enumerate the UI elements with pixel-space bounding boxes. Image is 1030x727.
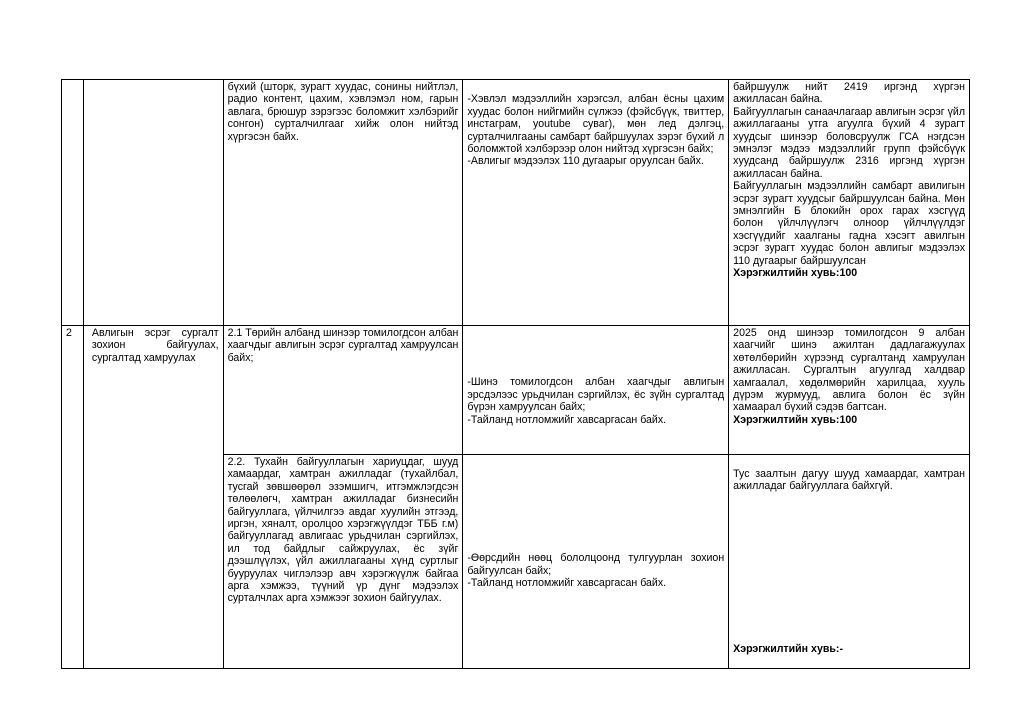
row1-result-para-1: байршуулж нийт 2419 иргэнд хүргэн ажилласан байна. xyxy=(733,81,965,106)
row1-score: Хэрэгжилтийн хувь:100 xyxy=(733,267,858,280)
row1-criteria-cell xyxy=(463,80,729,326)
table-row xyxy=(62,326,970,455)
row1-result-para-2: Байгууллагын санаачлагаар авлигын эсрэг үйл ажиллагааны утга агуулга бүхий 4 зурагт хуудсыг шинээр боловсруулж ГСА нэгдсэн эмнэлэг мэдээ мэдээллийг групп фэйсбүүк хуудсанд байршуулж 2316 иргэнд хүргэн ажилласан байна. xyxy=(733,105,965,180)
row1-criteria-text: -Хэвлэл мэдээллийн хэрэгсэл, албан ёсны цахим хуудас болон нийгмийн сүлжээ (фэйсбүүк, твиттер, инстаграм, youtube суваг), мөн лед дэлгэц, сурталчилгааны самбарт байршуулах зэрэг бүхий л боломжтой хэлбэрээр олон нийтэд хүргэсэн байх; -Авлигыг мэдээлэх 110 дугаарыг оруулсан байх. xyxy=(467,93,725,168)
row2-objective-text: 2.1 Төрийн албанд шинээр томилогдсон албан хаагчдыг авлигын эсрэг сургалтад хамруулсан байх; xyxy=(227,327,459,364)
row2-result-text: 2025 онд шинээр томилогдсон 9 албан хаагчийг шинэ ажилтан дадлагажуулах хөтөлбөрийн хүрээнд сургалтанд хамруулан ажилласан. Сургалтын агуулгад халдвар хамгаалал, хөдөлмөрийн харилцаа, хууль дүрэм журмууд, авлига болон ёс зүйн хамаарал бүхий сэдэв багтсан. xyxy=(733,327,965,414)
action-plan-table xyxy=(61,79,970,669)
row1-objective-text: бүхий (шторк, зурагт хуудас, сонины нийтлэл, радио контент, цахим, хэвлэмэл ном, гарын авлага, брюшур зэрэгээс боломжит хэлбэрийг сонгон) сурталчилгааг хийж олон нийтэд хүргэсэн байх. xyxy=(227,81,459,143)
row2-result-cell xyxy=(729,326,970,455)
row3-criteria-text: -Өөрсдийн нөөц бололцоонд тулгуурлан зохион байгуулсан байх; -Тайланд нотломжийг хавсаргасан байх. xyxy=(467,552,725,590)
row3-objective-cell xyxy=(223,455,463,669)
row2-objective-cell xyxy=(223,326,463,455)
row3-objective-text: 2.2. Тухайн байгууллагын хариуцдаг, шууд хамаардаг, хамтран ажилладаг (тухайлбал, тусгай зөвшөөрөл эзэмшигч, итгэмжлэгдсэн төлөөлөгч, хамтран ажилладаг бизнесийн байгууллага, үйлчилгээ авдаг хуулийн этгээд, иргэн, хяналт, оролцоо хэрэгжүүлдэг ТББ г.м) байгууллагад авлигаас урьдчилан сэргийлэх, ил тод байдлыг сайжруулах, ёс зүйг дээшлүүлэх, үйл ажиллагааны хүнд суртлыг бууруулах чиглэлээр авч хэрэгжүүлж байгаа арга хэмжээ, түүний үр дүнг мэдээлэх сурталчлах арга хэмжээг зохион байгуулах. xyxy=(227,456,459,605)
row2-activity-text: Авлигын эсрэг сургалт зохион байгуулах, сургалтад хамруулах xyxy=(91,327,219,364)
row1-activity-cell xyxy=(83,80,223,326)
row2-number: 2 xyxy=(66,327,72,339)
row1-objective-cell xyxy=(223,80,463,326)
row3-result-cell xyxy=(729,455,970,669)
row2-criteria-cell xyxy=(463,326,729,455)
row3-score: Хэрэгжилтийн хувь:- xyxy=(733,642,843,655)
table-row xyxy=(62,80,970,326)
row3-result-text: Тус заалтын дагуу шууд хамаардаг, хамтран ажилладаг байгууллага байхгүй. xyxy=(733,468,965,493)
row2-number-cell xyxy=(62,326,84,669)
row3-criteria-cell xyxy=(463,455,729,669)
row1-result-para-3: Байгууллагын мэдээллийн самбарт авилигын эсрэг зурагт хуудсыг байршуулсан байна. Мөн эмнэлгийн Б блокийн орох гарах хэсгүүд болон үйлчлүүлэгч олноор үйлчлүүлдэг хэсгүүдийг хаалганы гадна хэсэгт авилгын эсрэг зурагт хуудас болон авлигыг мэдээлэх 110 дугаарыг байршуулсан xyxy=(733,180,965,267)
row2-activity-cell xyxy=(83,326,223,669)
row1-number-cell xyxy=(62,80,84,326)
row2-score: Хэрэгжилтийн хувь:100 xyxy=(733,413,858,426)
row2-criteria-text: -Шинэ томилогдсон албан хаагчдыг авлигын эрсдэлээс урьдчилан сэргийлэх, ёс зүйн сургалтад бүрэн хамруулсан байх; -Тайланд нотломжийг хавсаргасан байх. xyxy=(467,376,725,426)
row1-result-cell xyxy=(729,80,970,326)
